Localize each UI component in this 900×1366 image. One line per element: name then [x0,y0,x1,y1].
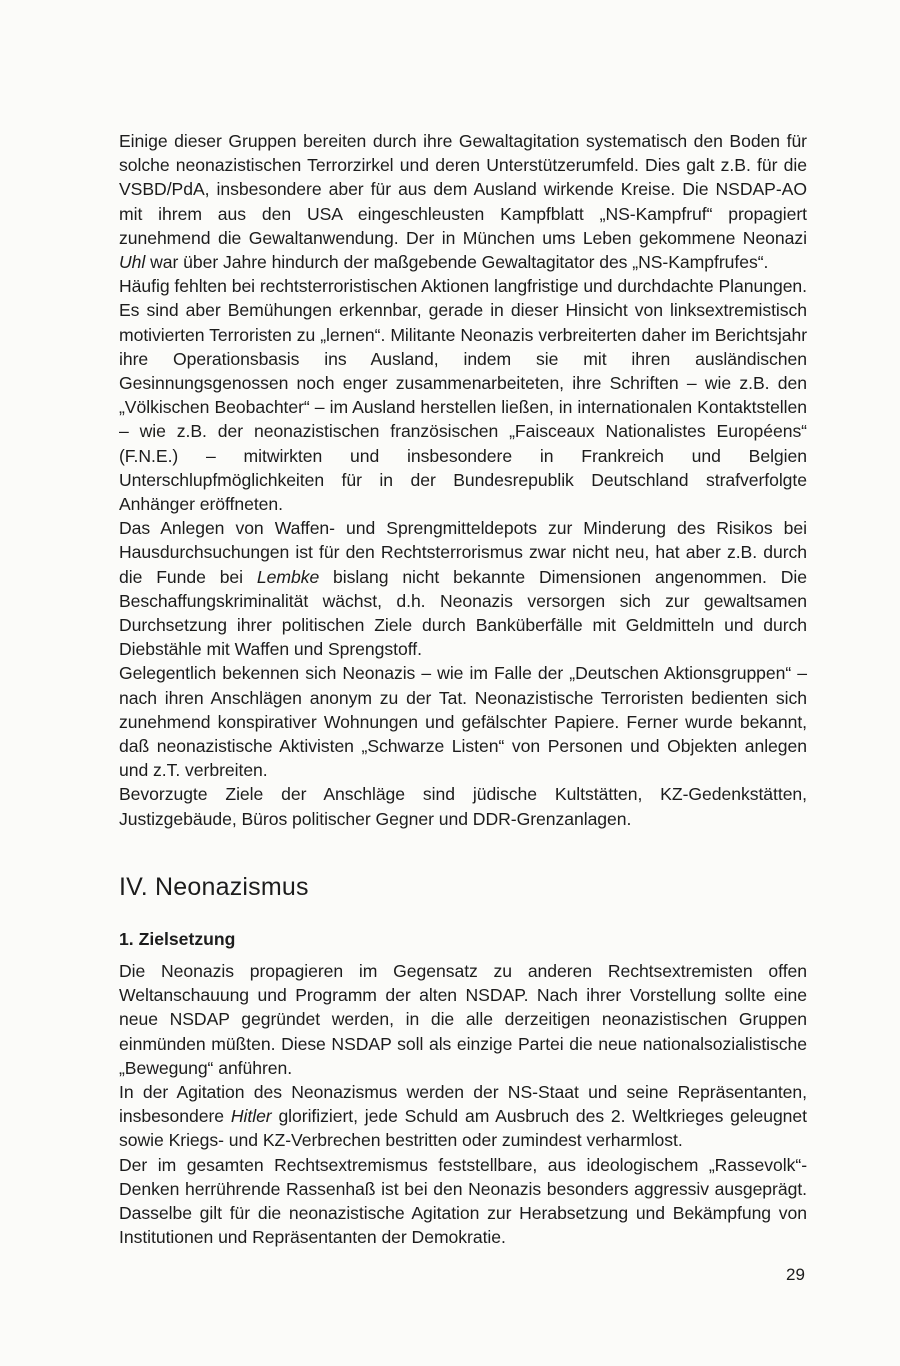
paragraph: Der im gesamten Rechtsextremismus feststellbare, aus ideologischem „Rassevolk“-Denken herrührende Rassenhaß ist bei den Neonazis besonders aggressiv ausgeprägt. Dasselbe gilt für die neonazistische Agitation zur Herabsetzung und Bekämpfung von Institutionen und Repräsentanten der Demokratie. [119,1154,807,1248]
text-block-before-heading [119,129,807,831]
section-heading [119,873,309,902]
paragraph: Bevorzugte Ziele der Anschläge sind jüdische Kultstätten, KZ-Gedenkstätten, Justizgebäude, Büros politischer Gegner und DDR-Grenzanlagen. [119,784,807,829]
paragraph: Häufig fehlten bei rechtsterroristischen Aktionen langfristige und durchdachte Planungen. Es sind aber Bemühungen erkennbar, gerade in dieser Hinsicht von linksextremistisch motivierten Terroristen zu „lernen“. Militante Neonazis verbreiterten daher im Berichtsjahr ihre Operationsbasis ins Ausland, indem sie mit ihren ausländischen Gesinnungsgenossen noch enger zusammenarbeiteten, ihre Schriften – wie z.B. den „Völkischen Beobachter“ – im Ausland herstellen ließen, in internationalen Kontaktstellen – wie z.B. der neonazistischen französischen „Faisceaux Nationalistes Européens“ (F.N.E.) – mitwirkten und insbesondere in Frankreich und Belgien Unterschlupfmöglichkeiten für in der Bundesrepublik Deutschland strafverfolgte Anhänger eröffneten. [119,276,808,515]
subsection-heading [119,929,235,950]
section-numeral: IV. [119,873,148,901]
text-block-after-heading [119,959,807,1249]
paragraph: In der Agitation des Neonazismus werden der NS-Staat und seine Repräsentanten, insbesondere Hitler glorifiziert, jede Schuld am Ausbruch des 2. Weltkrieges geleugnet sowie Kriegs- und KZ-Verbrechen bestritten oder zumindest verharmlost. [119,1082,807,1151]
subsection-title: Zielsetzung [138,929,236,949]
paragraph: Einige dieser Gruppen bereiten durch ihre Gewaltagitation systematisch den Boden für solche neonazistischen Terrorzirkel und deren Unterstützerumfeld. Dies galt z.B. für die VSBD/PdA, insbesondere aber für aus dem Ausland wirkende Kreise. Die NSDAP-AO mit ihrem aus den USA eingeschleusten Kampfblatt „NS-Kampfruf“ propagiert zunehmend die Gewaltanwendung. Der in München ums Leben gekommene Neonazi Uhl war über Jahre hindurch der maßgebende Gewaltagitator des „NS-Kampfrufes“. [119,131,807,273]
page-number: 29 [786,1265,805,1284]
paragraph: Die Neonazis propagieren im Gegensatz zu anderen Rechtsextremisten offen Weltanschauung und Programm der alten NSDAP. Nach ihrer Vorstellung sollte eine neue NSDAP gegründet werden, in die alle derzeitigen neonazistischen Gruppen einmünden müßten. Diese NSDAP soll als einzige Partei die neue nationalsozialistische „Bewegung“ anführen. [119,961,807,1078]
paragraph: Gelegentlich bekennen sich Neonazis – wie im Falle der „Deutschen Aktionsgruppen“ – nach ihren Anschlägen anonym zu der Tat. Neonazistische Terroristen bedienten sich zunehmend konspirativer Wohnungen und gefälschter Papiere. Ferner wurde bekannt, daß neonazistische Aktivisten „Schwarze Listen“ von Personen und Objekten anlegen und z.T. verbreiten. [119,663,807,781]
subsection-number: 1. [119,929,134,949]
section-title: Neonazismus [155,873,309,901]
paragraph: Das Anlegen von Waffen- und Sprengmitteldepots zur Minderung des Risikos bei Hausdurchsuchungen ist für den Rechtsterrorismus zwar nicht neu, hat aber z.B. durch die Funde bei Lembke bislang nicht bekannte Dimensionen angenommen. Die Beschaffungskriminalität wächst, d.h. Neonazis versorgen sich zur gewaltsamen Durchsetzung ihrer politischen Ziele durch Banküberfälle mit Geldmitteln und durch Diebstähle mit Waffen und Sprengstoff. [119,518,807,660]
